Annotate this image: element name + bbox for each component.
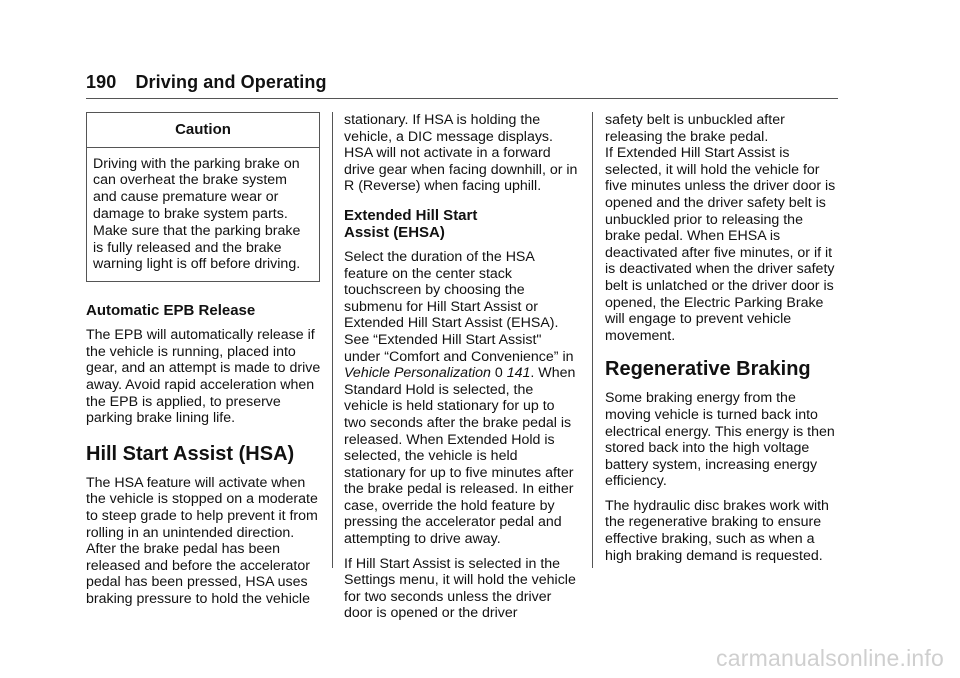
- hsa-paragraph: The HSA feature will activate when the vehicle is stopped on a moderate to steep grade to help prevent it from rolling in an unintended direction. After the brake pedal has been released and before the accelerator pedal has been pressed, HSA uses braking pressure to hold the vehicle: [86, 474, 318, 607]
- epb-paragraph: The EPB will automatically release if the vehicle is running, placed into gear, and an attempt is made to drive away. Avoid rapid acceleration when the EPB is applied, to preserve parking brake lining life.: [86, 327, 321, 427]
- column-3: [605, 112, 841, 572]
- ehsa-paragraph-2-continued: safety belt is unbuckled after releasing the brake pedal.: [605, 112, 785, 145]
- ehsa-paragraph-1: Select the duration of the HSA feature on the center stack touchscreen by choosing the submenu for Hill Start Assist or Extended Hill Start Assist (EHSA). See “Extended Hill Start Assist" under “Comfort and Convenience” in Vehicle Personalization 0 141. When Standard Hold is selected, the vehicle is held stationary for up to two seconds after the brake pedal is released. When Extended Hold is selected, the vehicle is held stationary for up to five minutes after the brake pedal is released. In either case, override the hold feature by pressing the accelerator pedal and attempting to drive away.: [344, 248, 576, 548]
- ehsa-paragraph-3: If Extended Hill Start Assist is selected, it will hold the vehicle for five minutes unless the driver door is opened and the driver safety belt is unbuckled prior to releasing the brake pedal. When EHSA is deactivated after five minutes, or if it is deactivated when the driver safety belt is unlatched or the driver door is opened, the Electric Parking Brake will engage to prevent vehicle movement.: [605, 145, 836, 344]
- page-reference-icon: 0: [494, 365, 503, 382]
- column-2: [344, 112, 580, 622]
- heading-line-1: Extended Hill Start: [344, 206, 478, 224]
- caution-box: [86, 112, 320, 282]
- header-rule: [86, 98, 838, 99]
- vehicle-personalization-link[interactable]: Vehicle Personalization 0 141: [344, 365, 531, 382]
- heading-automatic-epb-release: Automatic EPB Release: [86, 302, 256, 320]
- caution-text: Driving with the parking brake on can overheat the brake system and cause premature wear or damage to brake system parts. Make sure that the parking brake is fully released and the brake warning light is off before driving.: [93, 155, 301, 273]
- hsa-paragraph-continued: stationary. If HSA is holding the vehicle, a DIC message displays. HSA will not activate in a forward drive gear when facing downhill, or in R (Reverse) when facing uphill.: [344, 112, 578, 195]
- column-divider: [332, 112, 333, 568]
- heading-extended-hill-start-assist: [344, 207, 580, 241]
- regen-paragraph-1: Some braking energy from the moving vehicle is turned back into electrical energy. This energy is then stored back into the high voltage battery system, increasing energy efficiency.: [605, 390, 835, 490]
- ehsa-paragraph-2: If Hill Start Assist is selected in the Settings menu, it will hold the vehicle for two seconds unless the driver door is opened or the driver: [344, 555, 576, 622]
- column-divider: [592, 112, 593, 568]
- page-number: 190: [86, 72, 117, 92]
- heading-regenerative-braking: Regenerative Braking: [605, 358, 811, 381]
- watermark: carmanualsonline.info: [716, 645, 944, 671]
- regen-paragraph-2: The hydraulic disc brakes work with the regenerative braking to ensure effective braking, such as when a high braking demand is requested.: [605, 497, 829, 564]
- column-1: [86, 112, 322, 607]
- heading-line-2: Assist (EHSA): [344, 223, 445, 241]
- section-title: Driving and Operating: [135, 72, 327, 92]
- heading-hill-start-assist: Hill Start Assist (HSA): [86, 442, 295, 465]
- caution-title: Caution: [87, 113, 319, 148]
- page-header: [86, 72, 327, 93]
